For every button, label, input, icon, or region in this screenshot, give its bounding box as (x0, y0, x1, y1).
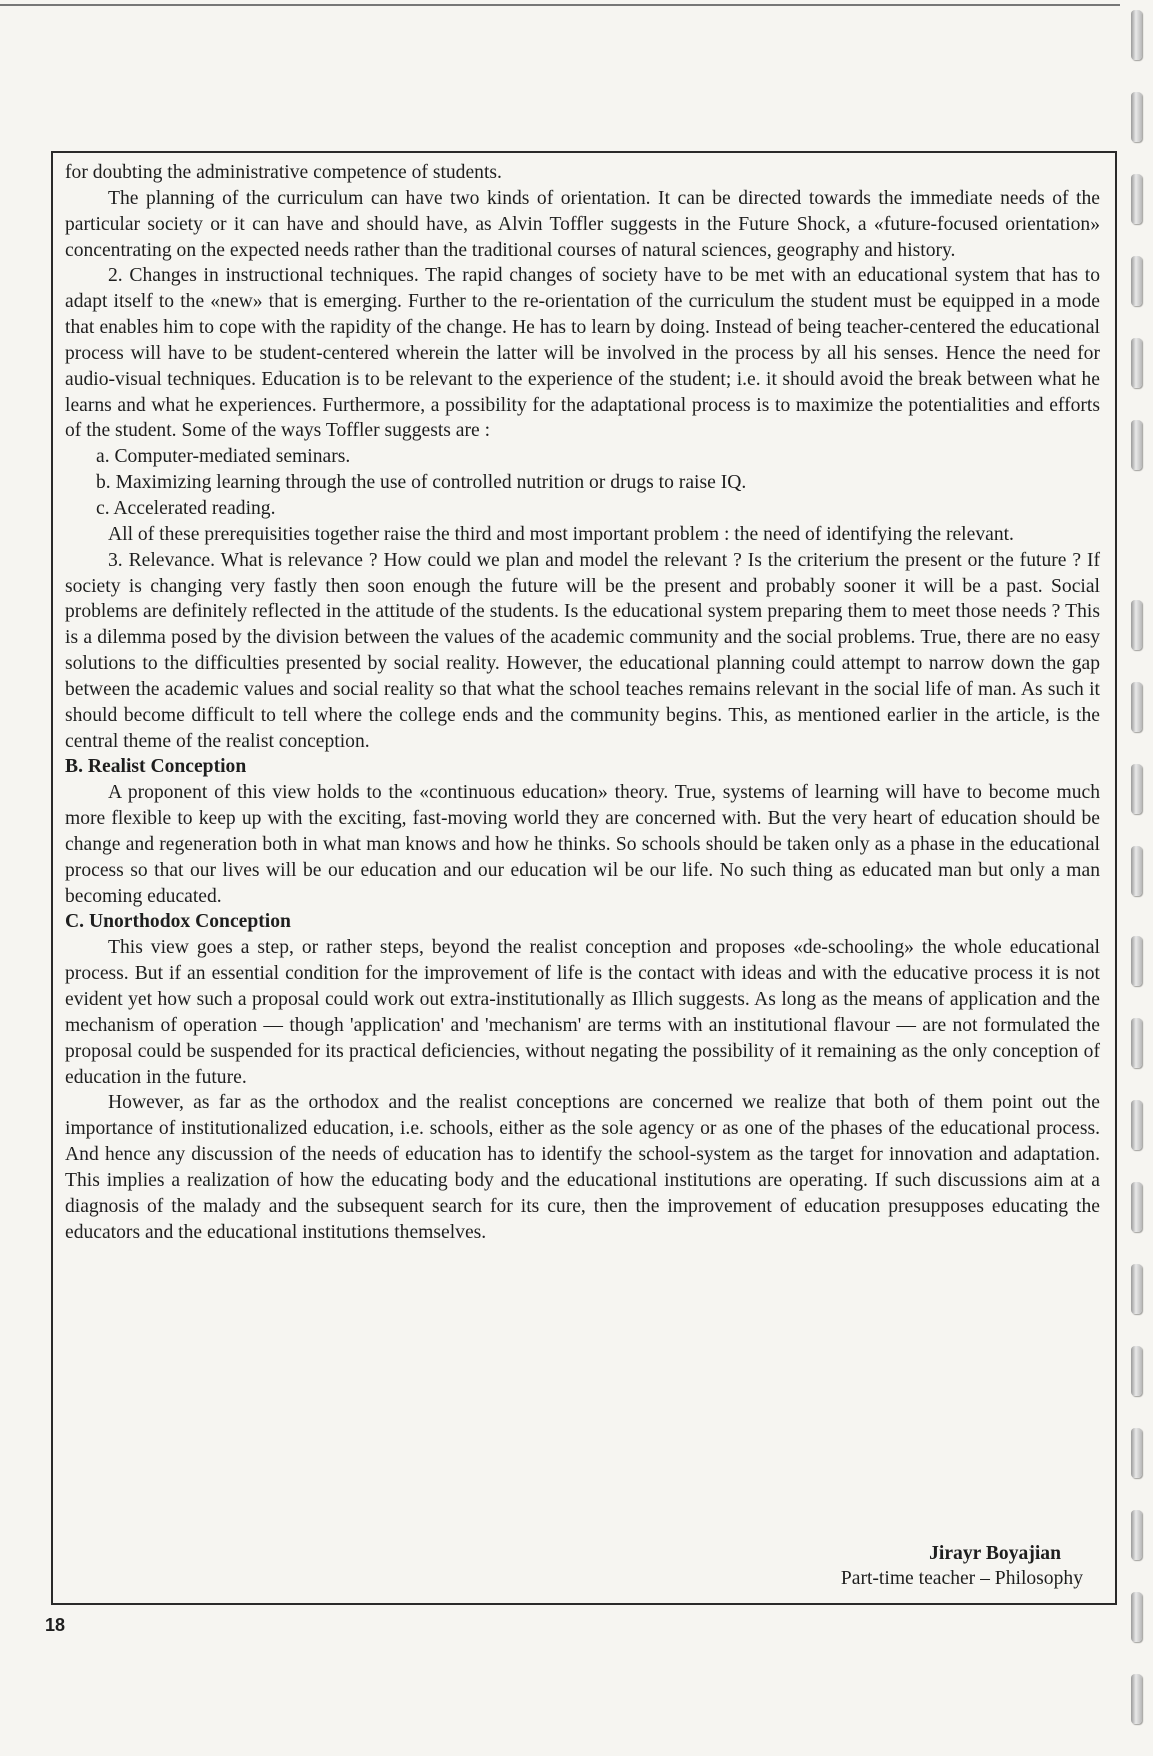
binding-ring (1131, 174, 1142, 224)
binding-ring (1131, 1592, 1142, 1642)
paragraph: 2. Changes in instructional techniques. The rapid changes of society have to be met with an educational system that has to adapt itself to the «new» that is emerging. Further to the re-orientation of the curriculum the student must be equipped in a mode that enables him to cope with the rapidity of the change. He has to learn by doing. Instead of being teacher-centered the educational process will have to be student-centered wherein the latter will be involved in the process by all his senses. Hence the need for audio-visual techniques. Education is to be relevant to the experience of the student; i.e. it should avoid the break between what he learns and what he experiences. Furthermore, a possibility for the adaptational process is to maximize the potentialities and efforts of the student. Some of the ways Toffler suggests are : (65, 265, 1100, 442)
binding-ring (1131, 1346, 1142, 1396)
paragraph: This view goes a step, or rather steps, beyond the realist conception and proposes «de-schooling» the whole educational process. But if an essential condition for the improvement of life is the contact with ideas and with the educative process it is not evident yet how such a proposal could work out extra-institutionally as Illich suggests. As long as the means of application and the mechanism of operation — though 'application' and 'mechanism' are terms with an institutional flavour — are not formulated the proposal could be suspended for its practical deficiencies, without negating the possibility of it remaining as the only conception of education in the future. (65, 937, 1100, 1088)
paragraph: The planning of the curriculum can have two kinds of orientation. It can be directed towards the immediate needs of the particular society or it can have and should have, as Alvin Toffler suggests in the Future Shock, a «future-focused orientation» concentrating on the expected needs rather than the traditional courses of natural sciences, geography and history. (65, 187, 1100, 261)
binding-ring (1131, 1264, 1142, 1314)
spiral-binding (1118, 0, 1153, 1756)
page-number: 18 (45, 1615, 66, 1635)
article-body (65, 160, 1100, 1245)
binding-ring (1131, 846, 1142, 896)
binding-ring (1131, 1018, 1142, 1068)
paragraph: However, as far as the orthodox and the realist conceptions are concerned we realize that both of them point out the importance of institutionalized education, i.e. schools, either as the sole agency or as one of the phases of the educational process. And hence any discussion of the needs of education has to identify the school-system as the target for innovation and adaptation. This implies a realization of how the educating body and the educational institutions are operating. If such discussions aim at a diagnosis of the malady and the subsequent search for its cure, then the improvement of education presupposes educating the educators and the educational institutions themselves. (65, 1092, 1100, 1243)
list-item: a. Computer-mediated seminars. (96, 446, 351, 468)
paragraph: All of these prerequisities together raise the third and most important problem : the need of identifying the relevant. (108, 523, 1014, 545)
binding-ring (1131, 936, 1142, 986)
binding-ring (1131, 1510, 1142, 1560)
section-heading: B. Realist Conception (65, 756, 247, 778)
signature (65, 1541, 1102, 1591)
paragraph: A proponent of this view holds to the «continuous education» theory. True, systems of learning will have to become much more flexible to keep up with the exciting, fast-moving world they are concerned with. But the very heart of education should be change and regeneration both in what man knows and how he thinks. So schools should be taken only as a phase in the educational process so that our lives will be our education and our education wil be our life. No such thing as educated man but only a man becoming educated. (65, 782, 1100, 907)
binding-ring (1131, 600, 1142, 650)
binding-ring (1131, 256, 1142, 306)
binding-ring (1131, 1182, 1142, 1232)
author-role: Part-time teacher – Philosophy (840, 1568, 1083, 1589)
binding-ring (1131, 1674, 1142, 1724)
top-rule (0, 4, 1120, 6)
binding-ring (1131, 92, 1142, 142)
author-name: Jirayr Boyajian (929, 1543, 1061, 1564)
paragraph: 3. Relevance. What is relevance ? How could we plan and model the relevant ? Is the criterium the present or the future ? If society is changing very fastly then soon enough the future will be the present and probably sooner it will be a past. Social problems are definitely reflected in the attitude of the students. Is the educational system preparing them to meet those needs ? This is a dilemma posed by the division between the values of the academic community and the social problems. True, there are no easy solutions to the difficulties presented by social reality. However, the educational planning could attempt to narrow down the gap between the academic values and social reality so that what the school teaches remains relevant in the social life of man. As such it should become difficult to tell where the college ends and the community begins. This, as mentioned earlier in the article, is the central theme of the realist conception. (65, 549, 1100, 752)
binding-ring (1131, 682, 1142, 732)
binding-ring (1131, 420, 1142, 470)
list-item: c. Accelerated reading. (96, 497, 276, 519)
section-heading: C. Unorthodox Conception (65, 911, 291, 933)
binding-ring (1131, 1428, 1142, 1478)
binding-ring (1131, 10, 1142, 60)
binding-ring (1131, 338, 1142, 388)
binding-ring (1131, 1100, 1142, 1150)
paragraph: for doubting the administrative competence of students. (65, 162, 502, 183)
list-item: b. Maximizing learning through the use of controlled nutrition or drugs to raise IQ. (96, 472, 747, 494)
binding-ring (1131, 764, 1142, 814)
